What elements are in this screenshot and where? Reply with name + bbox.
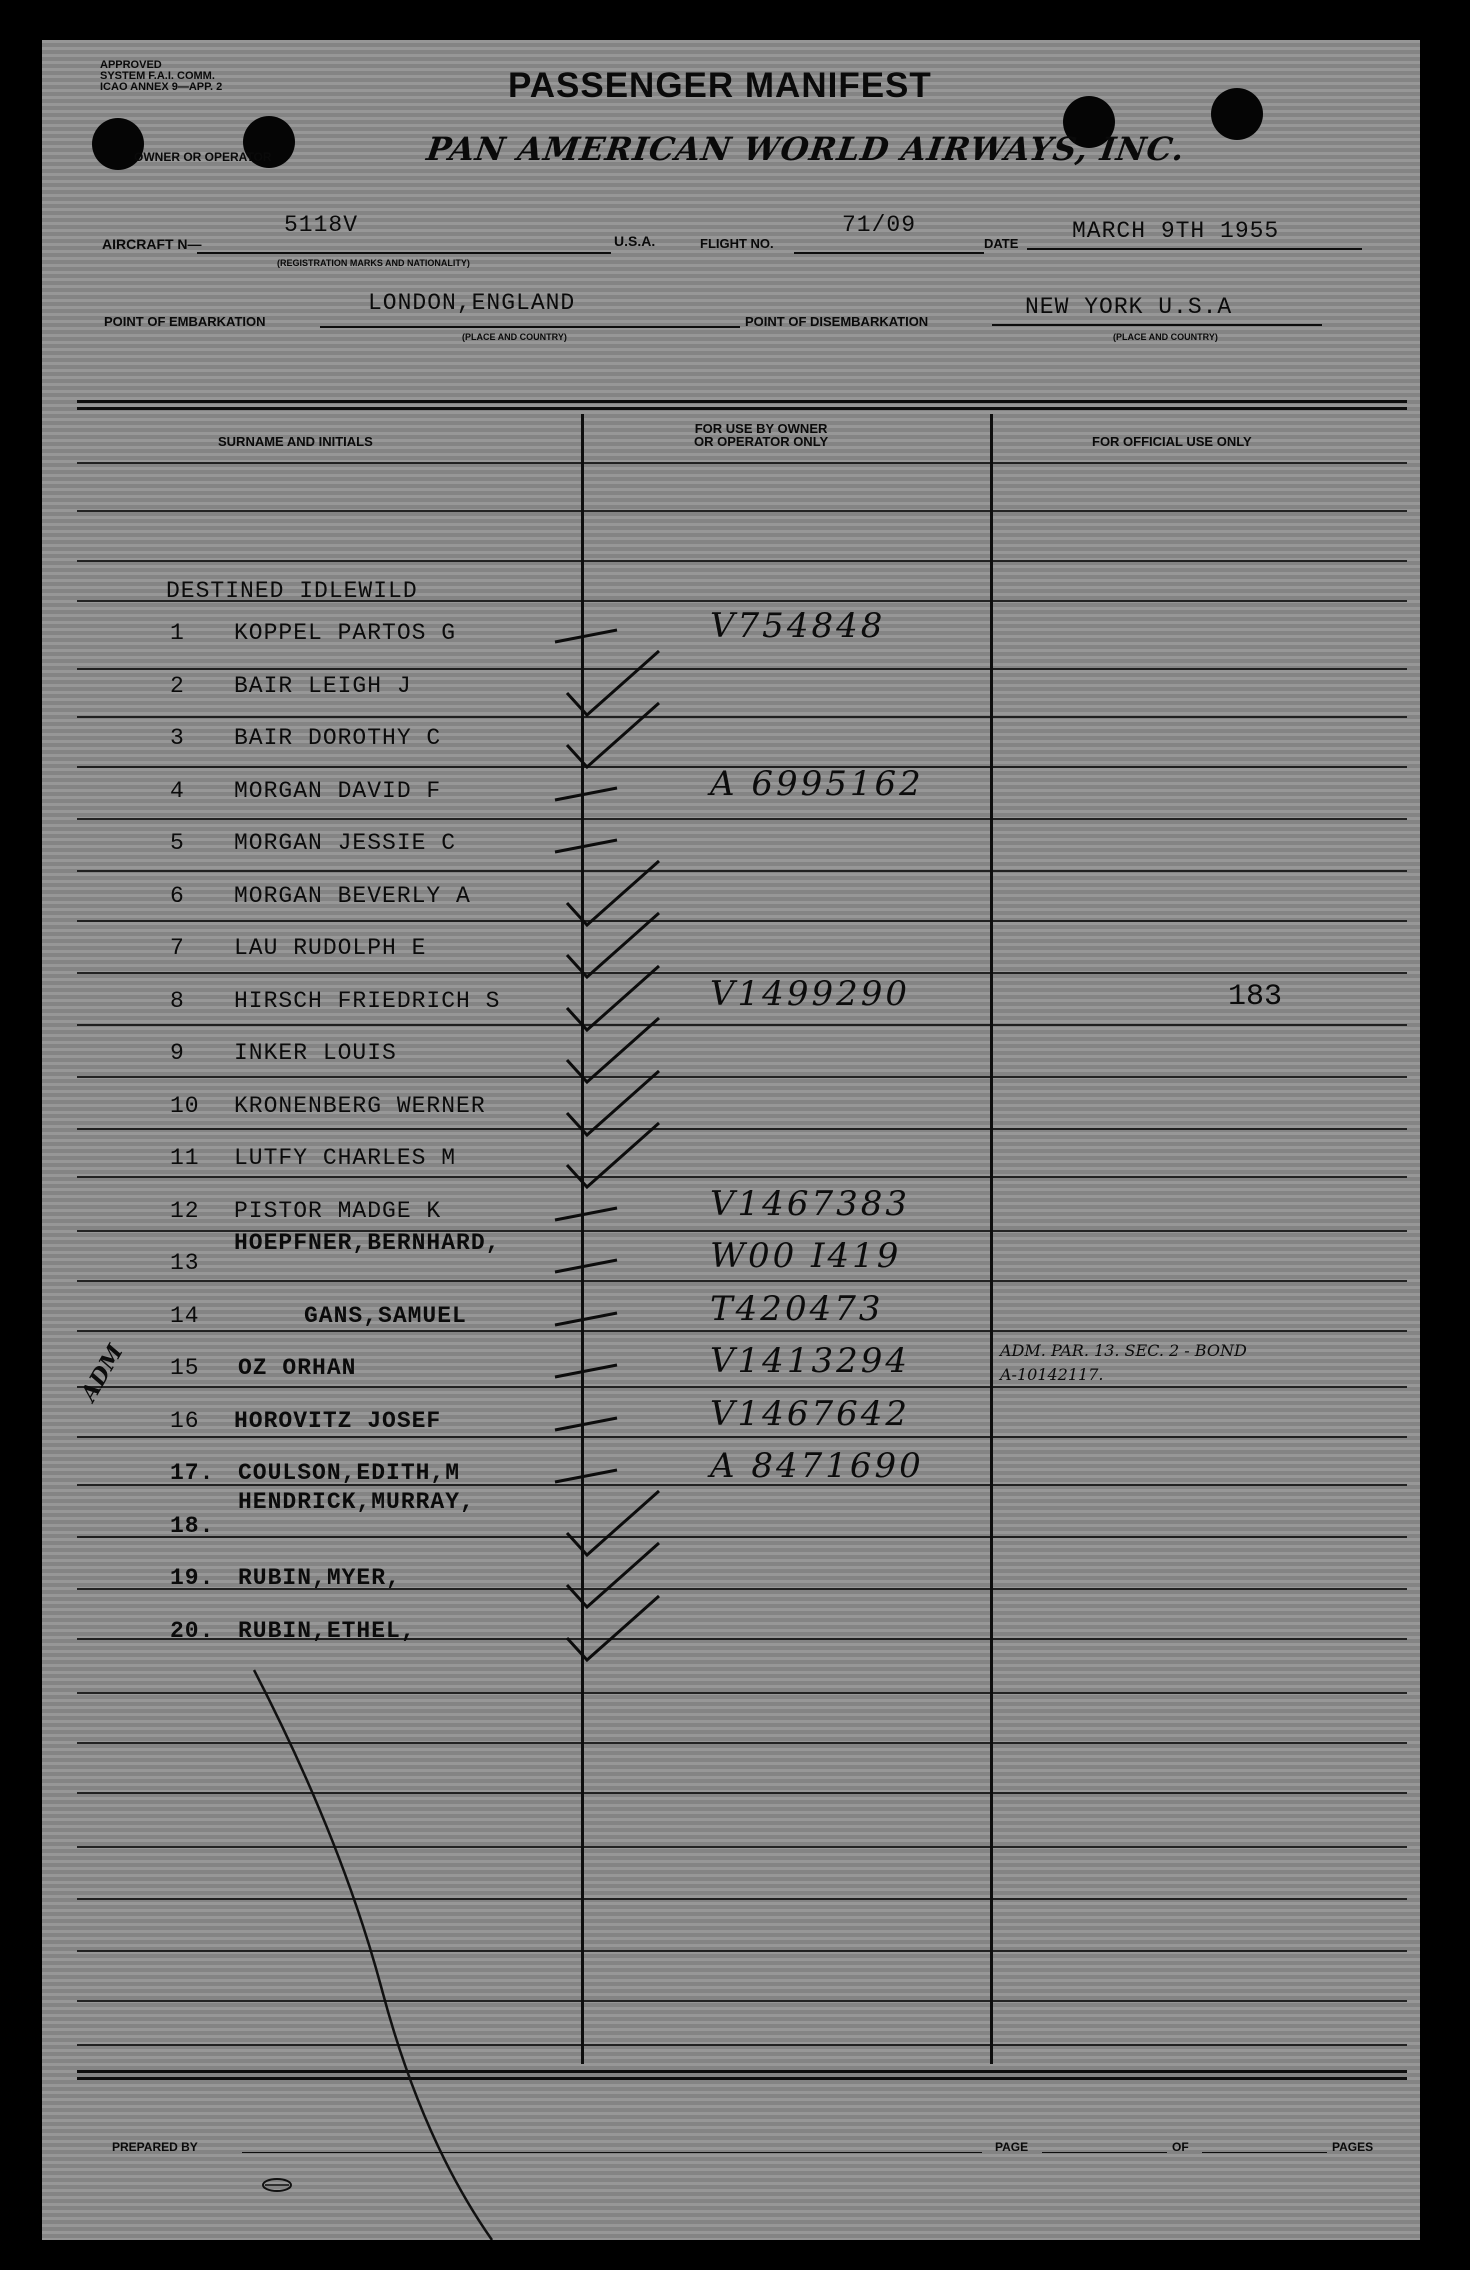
passenger-name: LAU RUDOLPH E xyxy=(234,935,427,961)
prepared-by-label: PREPARED BY xyxy=(112,2140,198,2154)
row-number: 11 xyxy=(170,1145,200,1171)
row-number: 16 xyxy=(170,1407,200,1434)
passenger-name: MORGAN JESSIE C xyxy=(234,830,457,856)
column-header-owner: FOR USE BY OWNER OR OPERATOR ONLY xyxy=(694,421,829,449)
passport-number: A 8471690 xyxy=(710,1446,924,1486)
row-number: 20. xyxy=(170,1617,215,1644)
passenger-name: BAIR DOROTHY C xyxy=(234,725,442,751)
of-label: OF xyxy=(1172,2140,1189,2154)
passenger-name: COULSON,EDITH,M xyxy=(238,1460,461,1486)
passenger-name: HOEPFNER,BERNHARD, xyxy=(234,1230,501,1256)
passport-number: V1467383 xyxy=(710,1183,910,1224)
row-number: 10 xyxy=(170,1092,200,1119)
passport-number: W00 I419 xyxy=(710,1236,902,1276)
row-number: 1 xyxy=(170,620,185,646)
official-note: 183 xyxy=(1228,979,1283,1014)
aircraft-value: 5118V xyxy=(284,212,359,238)
usa-label: U.S.A. xyxy=(614,233,656,249)
passport-number: V1467642 xyxy=(710,1393,910,1434)
airline-name: PAN AMERICAN WORLD AIRWAYS, INC. xyxy=(424,130,1188,168)
disembarkation-label: POINT OF DISEMBARKATION xyxy=(745,314,929,329)
flight-value: 71/09 xyxy=(842,212,917,238)
column-header-official: FOR OFFICIAL USE ONLY xyxy=(1092,434,1252,449)
row-number: 18. xyxy=(170,1512,215,1539)
row-number: 6 xyxy=(170,882,185,909)
passenger-name: RUBIN,ETHEL, xyxy=(238,1617,416,1644)
passport-number: V1413294 xyxy=(710,1341,910,1381)
margin-annotation: ADM xyxy=(75,1340,129,1406)
row-number: 14 xyxy=(170,1302,200,1329)
destination-note: DESTINED IDLEWILD xyxy=(166,578,418,604)
row-number: 13 xyxy=(170,1250,200,1276)
approval-note: APPROVED SYSTEM F.A.I. COMM. ICAO ANNEX 9—APP. 2 xyxy=(100,59,223,93)
row-number: 4 xyxy=(170,777,185,804)
passenger-name: MORGAN BEVERLY A xyxy=(234,882,471,909)
strike-line xyxy=(42,40,1420,2240)
passenger-name: KOPPEL PARTOS G xyxy=(234,620,457,646)
passenger-name: INKER LOUIS xyxy=(234,1040,397,1066)
passenger-name: KRONENBERG WERNER xyxy=(234,1092,486,1119)
pages-label: PAGES xyxy=(1332,2140,1374,2154)
form-title: PASSENGER MANIFEST xyxy=(508,66,932,105)
row-number: 19. xyxy=(170,1565,215,1591)
passenger-name: LUTFY CHARLES M xyxy=(234,1145,457,1171)
row-number: 12 xyxy=(170,1197,200,1224)
passenger-name: RUBIN,MYER, xyxy=(238,1565,401,1591)
disembarkation-value: NEW YORK U.S.A xyxy=(1025,294,1233,320)
owner-label: OWNER OR OPERATOR xyxy=(134,150,272,164)
aircraft-label: AIRCRAFT N— xyxy=(102,236,202,252)
embarkation-label: POINT OF EMBARKATION xyxy=(104,314,266,329)
row-number: 15 xyxy=(170,1355,200,1381)
row-number: 3 xyxy=(170,725,185,751)
registration-caption: (REGISTRATION MARKS AND NATIONALITY) xyxy=(277,258,470,268)
row-number: 7 xyxy=(170,935,185,961)
embarkation-caption: (PLACE AND COUNTRY) xyxy=(462,332,567,342)
row-number: 17. xyxy=(170,1460,215,1486)
union-label-icon xyxy=(247,2170,307,2200)
passport-number: V1499290 xyxy=(710,973,910,1014)
page-label: PAGE xyxy=(995,2140,1029,2154)
passenger-name: HOROVITZ JOSEF xyxy=(234,1407,442,1434)
row-number: 8 xyxy=(170,987,185,1014)
row-number: 2 xyxy=(170,672,185,699)
row-number: 9 xyxy=(170,1040,185,1066)
passenger-name: BAIR LEIGH J xyxy=(234,672,412,699)
embarkation-value: LONDON,ENGLAND xyxy=(368,290,576,316)
manifest-sheet xyxy=(42,40,1420,2240)
passenger-name: MORGAN DAVID F xyxy=(234,777,442,804)
passport-number: A 6995162 xyxy=(710,763,924,804)
column-header-surname: SURNAME AND INITIALS xyxy=(218,434,373,449)
passenger-name: HENDRICK,MURRAY, xyxy=(238,1488,475,1515)
official-note: ADM. PAR. 13. SEC. 2 - BOND A-10142117. xyxy=(1000,1341,1247,1384)
flight-label: FLIGHT NO. xyxy=(700,236,774,251)
passenger-name: PISTOR MADGE K xyxy=(234,1197,442,1224)
row-number: 5 xyxy=(170,830,185,856)
passport-number: T420473 xyxy=(710,1288,884,1329)
passenger-name: OZ ORHAN xyxy=(238,1355,357,1381)
date-value: MARCH 9TH 1955 xyxy=(1072,218,1280,244)
passenger-name: GANS,SAMUEL xyxy=(304,1302,467,1329)
passenger-name: HIRSCH FRIEDRICH S xyxy=(234,987,501,1014)
passport-number: V754848 xyxy=(710,606,886,646)
disembarkation-caption: (PLACE AND COUNTRY) xyxy=(1113,332,1218,342)
date-label: DATE xyxy=(984,236,1019,251)
